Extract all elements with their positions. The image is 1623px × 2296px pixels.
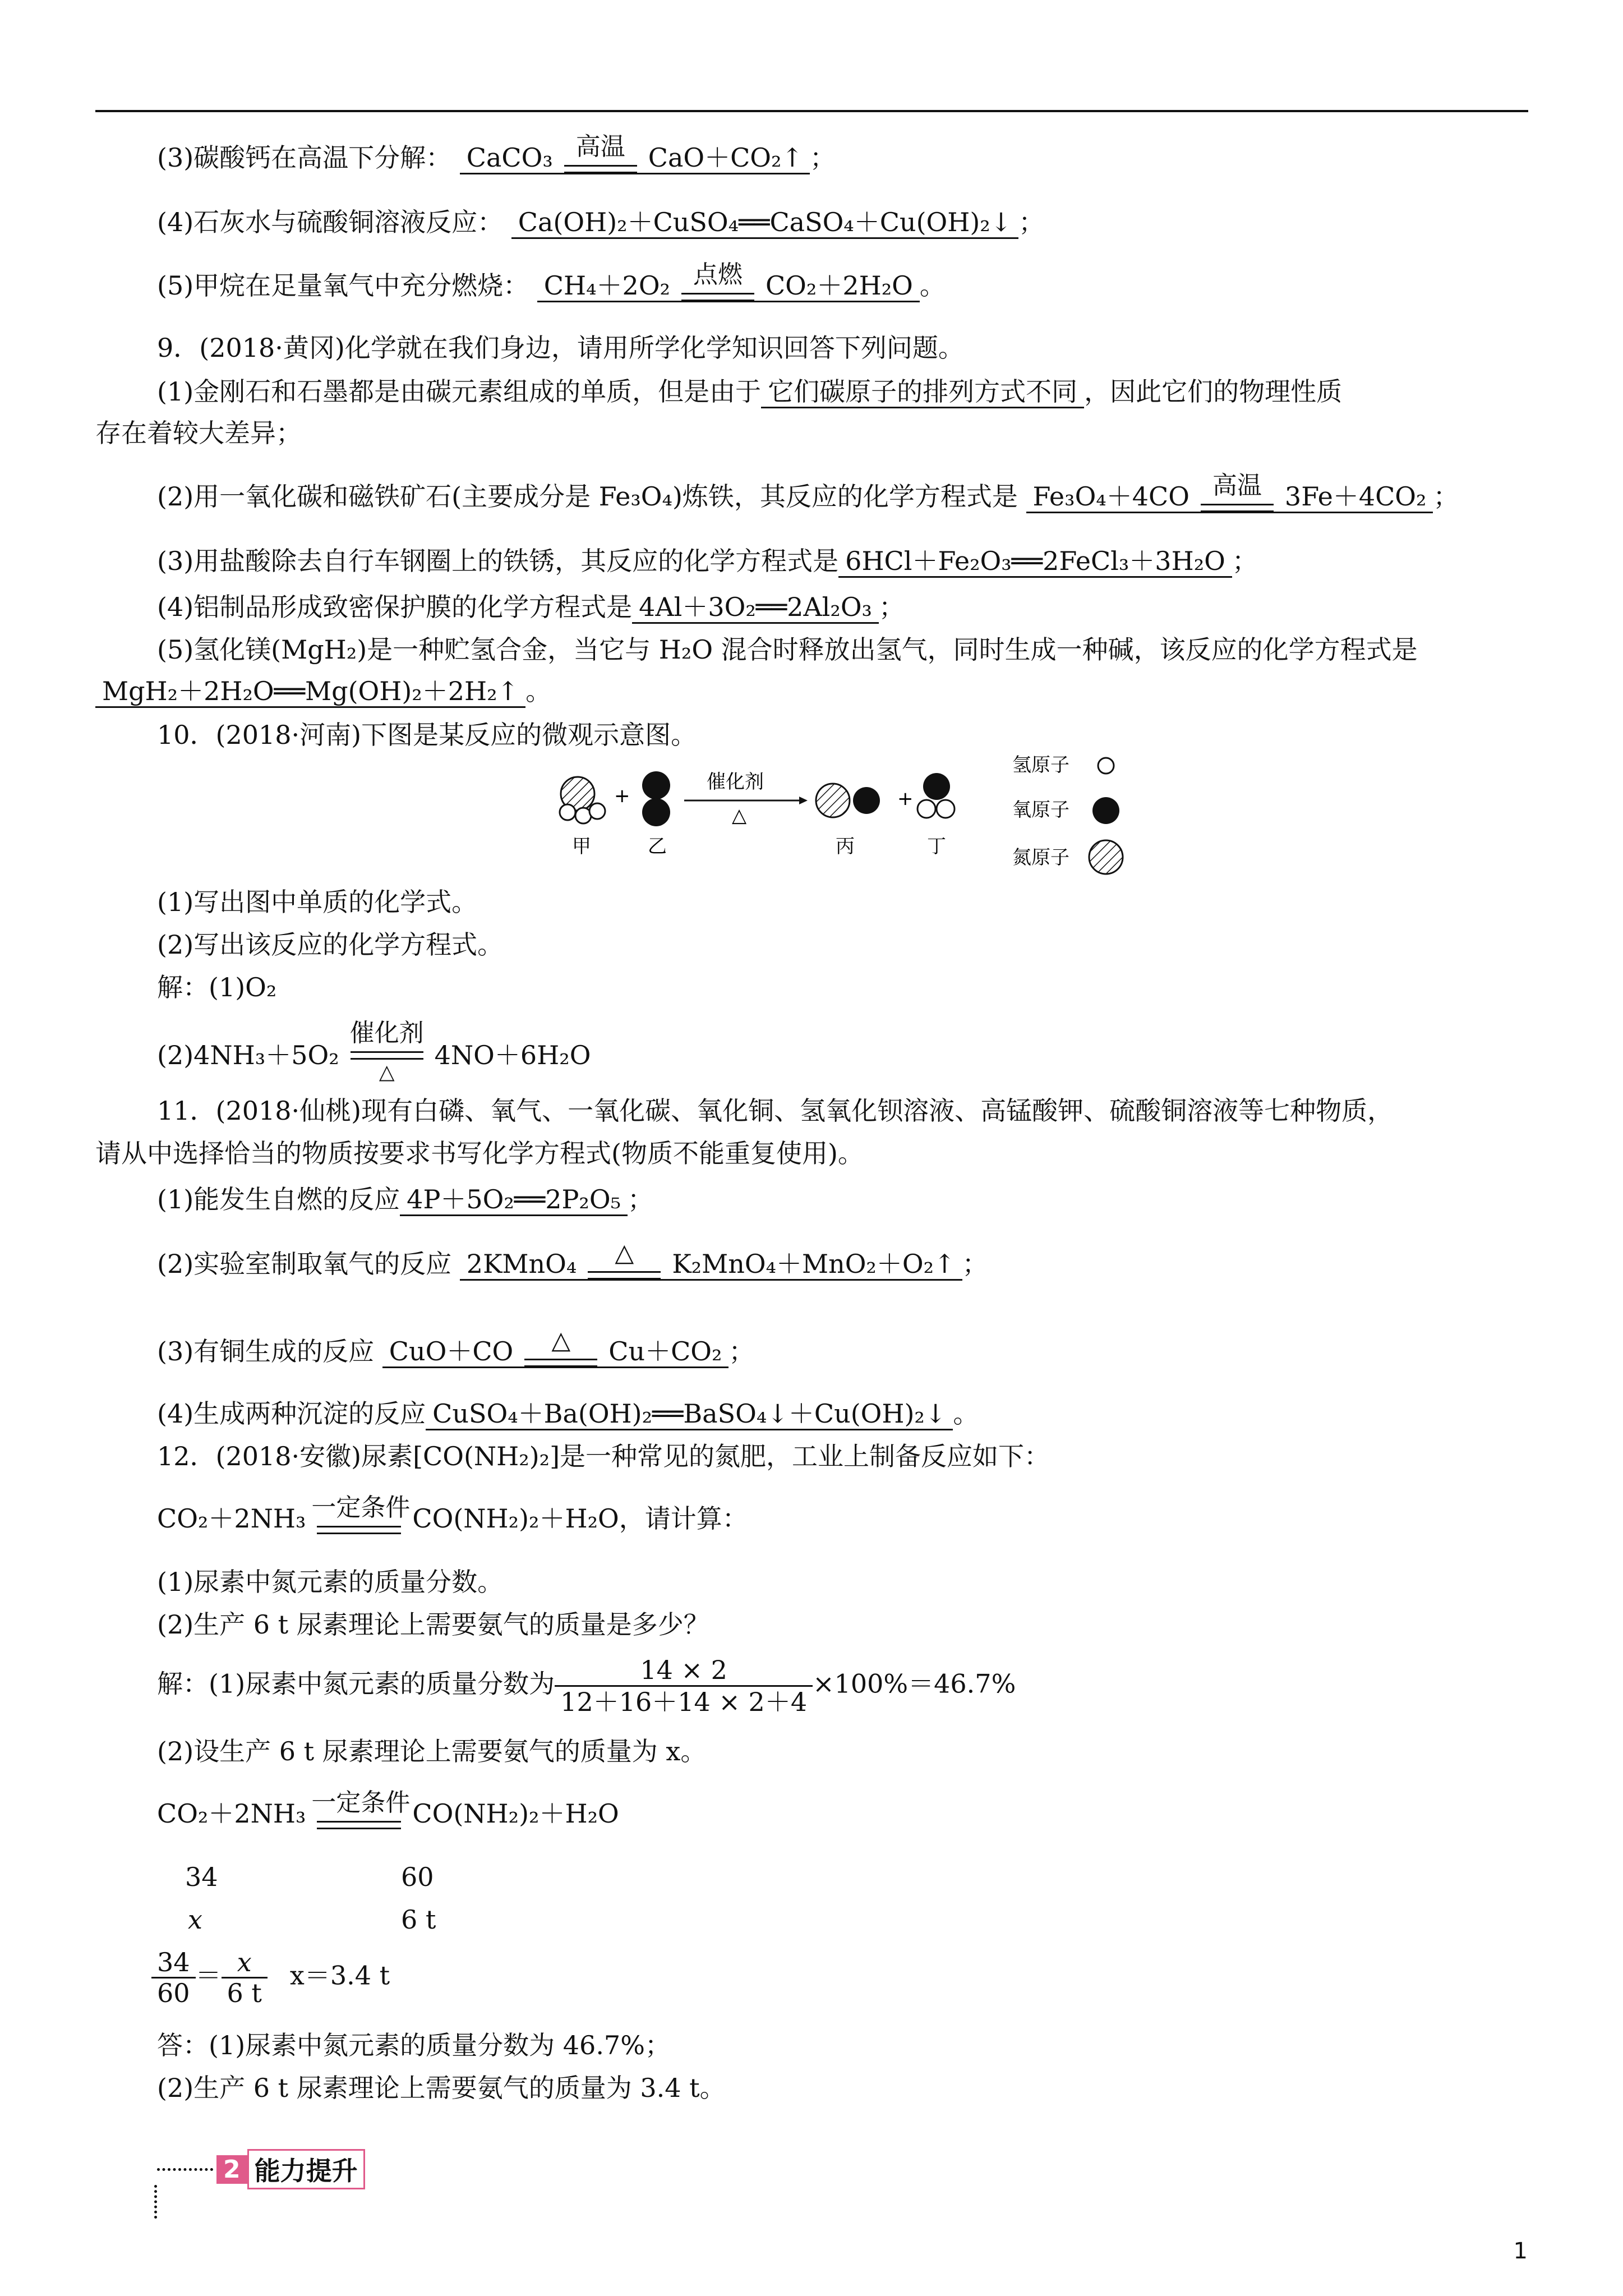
- legend: [1012, 754, 1123, 874]
- var-x: x: [188, 1904, 202, 1935]
- label-jia: 甲: [572, 835, 591, 858]
- q8-item-3: [157, 132, 836, 180]
- answer-blank: 4Al＋3O₂══2Al₂O₃: [632, 592, 879, 624]
- label-ding: 丁: [927, 835, 946, 858]
- reaction-arrow: [676, 260, 760, 307]
- dotted-vertical-line: [154, 2185, 157, 2219]
- reaction-arrow: [311, 1493, 411, 1540]
- label: (1)能发生自燃的反应: [157, 1184, 400, 1214]
- condition: 一定条件: [311, 1788, 411, 1817]
- numerator: 14 × 2: [555, 1655, 813, 1687]
- punct: ；: [810, 142, 836, 173]
- numerator: 34: [151, 1948, 196, 1978]
- heat-label: △: [732, 804, 747, 827]
- q9-item-2: [157, 471, 1459, 518]
- dotted-line: [157, 2168, 213, 2171]
- reaction-arrow: [559, 132, 643, 180]
- punct: 。: [919, 270, 946, 301]
- fraction-right: [222, 1948, 268, 2008]
- svg-text:+: +: [614, 785, 630, 807]
- punct: ；: [628, 1184, 654, 1214]
- answer-blank: Ca(OH)₂＋CuSO₄══CaSO₄＋Cu(OH)₂↓: [511, 207, 1018, 239]
- rhs: K₂MnO₄＋MnO₂＋O₂↑: [672, 1249, 956, 1279]
- numerator: x: [222, 1948, 268, 1978]
- legend-oxygen: 氧原子: [1012, 799, 1069, 821]
- reaction-arrow: [684, 771, 808, 827]
- denominator: 12＋16＋14 × 2＋4: [560, 1687, 808, 1717]
- q9-item-5-answer: [95, 674, 551, 708]
- label: 解：(1)尿素中氮元素的质量分数为: [157, 1668, 555, 1699]
- q12-proportion: $\frac{34}{60}$ ＝ $\frac{x}{6 t}$ x＝3.4 t: [151, 1948, 390, 2008]
- lhs: CO₂＋2NH₃: [157, 1503, 306, 1534]
- q11-title: 11．(2018·仙桃)现有白磷、氧气、一氧化碳、氧化铜、氢氧化钡溶液、高锰酸钾、硫酸铜溶液等七种物质，: [157, 1096, 1394, 1126]
- q12-equation: [157, 1493, 748, 1540]
- header-rule: [95, 110, 1528, 112]
- lhs: CuO＋CO: [389, 1336, 514, 1366]
- legend-nitrogen: 氮原子: [1012, 846, 1069, 869]
- q10-item-1: (1)写出图中单质的化学式。: [157, 887, 478, 917]
- page-number: 1: [1513, 2238, 1528, 2264]
- punct: 。: [953, 1398, 979, 1429]
- result: x＝3.4 t: [289, 1960, 390, 1991]
- punct: ；: [1018, 207, 1045, 237]
- answer-blank: CuSO₄＋Ba(OH)₂══BaSO₄↓＋Cu(OH)₂↓: [426, 1398, 953, 1430]
- tail: ×100%＝46.7%: [813, 1668, 1016, 1699]
- label: (3)有铜生成的反应: [157, 1336, 375, 1366]
- q11-item-2: [157, 1239, 988, 1286]
- q10-title: 10．(2018·河南)下图是某反应的微观示意图。: [157, 720, 697, 750]
- q9-title: 9．(2018·黄冈)化学就在我们身边，请用所学化学知识回答下列问题。: [157, 333, 964, 363]
- q10-answer-1: 解：(1)O₂: [157, 972, 277, 1002]
- fraction-left: [151, 1948, 196, 2008]
- rhs: 4NO＋6H₂O: [434, 1040, 591, 1070]
- q11-item-4: [157, 1397, 979, 1430]
- label: (2)用一氧化碳和磁铁矿石(主要成分是 Fe₃O₄)炼铁，其反应的化学方程式是: [157, 481, 1018, 512]
- q12-item-2: (2)生产 6 t 尿素理论上需要氨气的质量是多少？: [157, 1609, 709, 1640]
- q8-item-4: [157, 205, 1044, 239]
- q12-answer-2: (2)生产 6 t 尿素理论上需要氨气的质量为 3.4 t。: [157, 2073, 726, 2103]
- q12-solution-2: (2)设生产 6 t 尿素理论上需要氨气的质量为 x。: [157, 1736, 707, 1766]
- answer-blank: [382, 1326, 729, 1368]
- rhs: CO(NH₂)₂＋H₂O: [412, 1503, 619, 1534]
- legend-hydrogen: 氢原子: [1012, 754, 1069, 776]
- reaction-micro-diagram: [538, 746, 1144, 886]
- text: ，因此它们的物理性质: [1084, 376, 1343, 407]
- section-header: [157, 2153, 365, 2185]
- reaction-arrow: [1195, 471, 1279, 518]
- lhs: 2KMnO₄: [466, 1249, 577, 1279]
- label: (2)实验室制取氧气的反应: [157, 1249, 452, 1279]
- molecule-bing: [816, 784, 880, 817]
- reaction-arrow: [519, 1326, 603, 1373]
- q10-item-2: (2)写出该反应的化学方程式。: [157, 930, 504, 960]
- rhs: CO₂＋2H₂O: [765, 270, 913, 301]
- molecule-jia: [560, 777, 605, 823]
- label: (5)甲烷在足量氧气中充分燃烧：: [157, 270, 529, 301]
- rhs: 3Fe＋4CO₂: [1284, 481, 1427, 512]
- rhs: Cu＋CO₂: [608, 1336, 722, 1366]
- answer-blank: 它们碳原子的排列方式不同: [761, 376, 1084, 408]
- q9-item-5: (5)氢化镁(MgH₂)是一种贮氢合金，当它与 H₂O 混合时释放出氢气，同时生成一种碱，该反应的化学方程式是: [157, 634, 1418, 665]
- q8-item-5: [157, 260, 946, 307]
- molecule-ding: [917, 773, 955, 818]
- lhs: Fe₃O₄＋4CO: [1032, 481, 1189, 512]
- answer-blank: [460, 1239, 962, 1281]
- condition: 点燃: [693, 260, 743, 289]
- q12-equation-2: [157, 1788, 619, 1835]
- reaction-arrow: [345, 1019, 429, 1084]
- rhs: CaO＋CO₂↑: [648, 142, 804, 173]
- catalyst-label: 催化剂: [707, 771, 764, 793]
- section-number-badge: 2: [216, 2155, 247, 2184]
- lhs: (2)4NH₃＋5O₂: [157, 1040, 339, 1070]
- mass-urea: 60: [401, 1862, 434, 1892]
- q10-answer-2: [157, 1019, 591, 1084]
- q9-item-1: [157, 375, 1342, 408]
- reaction-arrow: [311, 1788, 411, 1835]
- condition: 一定条件: [311, 1493, 411, 1522]
- label: (3)用盐酸除去自行车钢圈上的铁锈，其反应的化学方程式是: [157, 546, 839, 576]
- punct: ；: [962, 1249, 988, 1279]
- denominator: 60: [157, 1978, 190, 2008]
- q12-answer-1: 答：(1)尿素中氮元素的质量分数为 46.7%；: [157, 2030, 671, 2060]
- label: (4)生成两种沉淀的反应: [157, 1398, 426, 1429]
- q11-title-cont: 请从中选择恰当的物质按要求书写化学方程式(物质不能重复使用)。: [95, 1138, 864, 1168]
- condition: △: [615, 1239, 634, 1267]
- q12-title: 12．(2018·安徽)尿素[CO(NH₂)₂]是一种常见的氮肥，工业上制备反应如下：: [157, 1441, 1050, 1471]
- label-yi: 乙: [648, 835, 667, 858]
- q12-item-1: (1)尿素中氮元素的质量分数。: [157, 1567, 504, 1597]
- answer-blank: [1026, 471, 1433, 513]
- reaction-arrow: [582, 1239, 666, 1286]
- molecule-yi: [642, 771, 670, 826]
- condition: 催化剂: [349, 1019, 424, 1047]
- lhs: CO₂＋2NH₃: [157, 1798, 306, 1829]
- punct: ；: [1433, 481, 1459, 512]
- fraction: [555, 1655, 813, 1717]
- label-bing: 丙: [836, 835, 855, 858]
- denominator: 6 t: [227, 1978, 262, 2008]
- q9-item-1-cont: 存在着较大差异；: [95, 418, 302, 448]
- rhs: CO(NH₂)₂＋H₂O: [412, 1798, 619, 1829]
- text: (1)金刚石和石墨都是由碳元素组成的单质，但是由于: [157, 376, 762, 407]
- var-6t: 6 t: [401, 1904, 436, 1935]
- answer-blank: MgH₂＋2H₂O══Mg(OH)₂＋2H₂↑: [95, 676, 525, 708]
- punct: 。: [525, 676, 552, 706]
- q11-item-1: [157, 1182, 653, 1216]
- q9-item-4: [157, 590, 905, 624]
- svg-text:+: +: [897, 788, 914, 810]
- tail: ，请计算：: [619, 1503, 748, 1534]
- q12-solution-1: [157, 1655, 1016, 1717]
- q9-item-3: [157, 544, 1258, 578]
- lhs: CaCO₃: [466, 142, 553, 173]
- condition: △: [551, 1326, 571, 1355]
- condition: 高温: [1212, 471, 1262, 500]
- answer-blank: [460, 132, 810, 174]
- label: (4)石灰水与硫酸铜溶液反应：: [157, 207, 504, 237]
- answer-blank: 4P＋5O₂══2P₂O₅: [400, 1184, 628, 1216]
- condition: 高温: [575, 132, 625, 161]
- q11-item-3: [157, 1326, 755, 1373]
- condition-heat: △: [379, 1061, 395, 1084]
- label: (3)碳酸钙在高温下分解：: [157, 142, 452, 173]
- mass-nh3: 34: [185, 1862, 218, 1892]
- section-title: 能力提升: [247, 2149, 365, 2189]
- punct: ；: [878, 592, 905, 622]
- punct: ；: [728, 1336, 755, 1366]
- lhs: CH₄＋2O₂: [543, 270, 670, 301]
- label: (4)铝制品形成致密保护膜的化学方程式是: [157, 592, 633, 622]
- answer-blank: 6HCl＋Fe₂O₃══2FeCl₃＋3H₂O: [838, 546, 1232, 578]
- answer-blank: [537, 260, 920, 302]
- punct: ；: [1232, 546, 1258, 576]
